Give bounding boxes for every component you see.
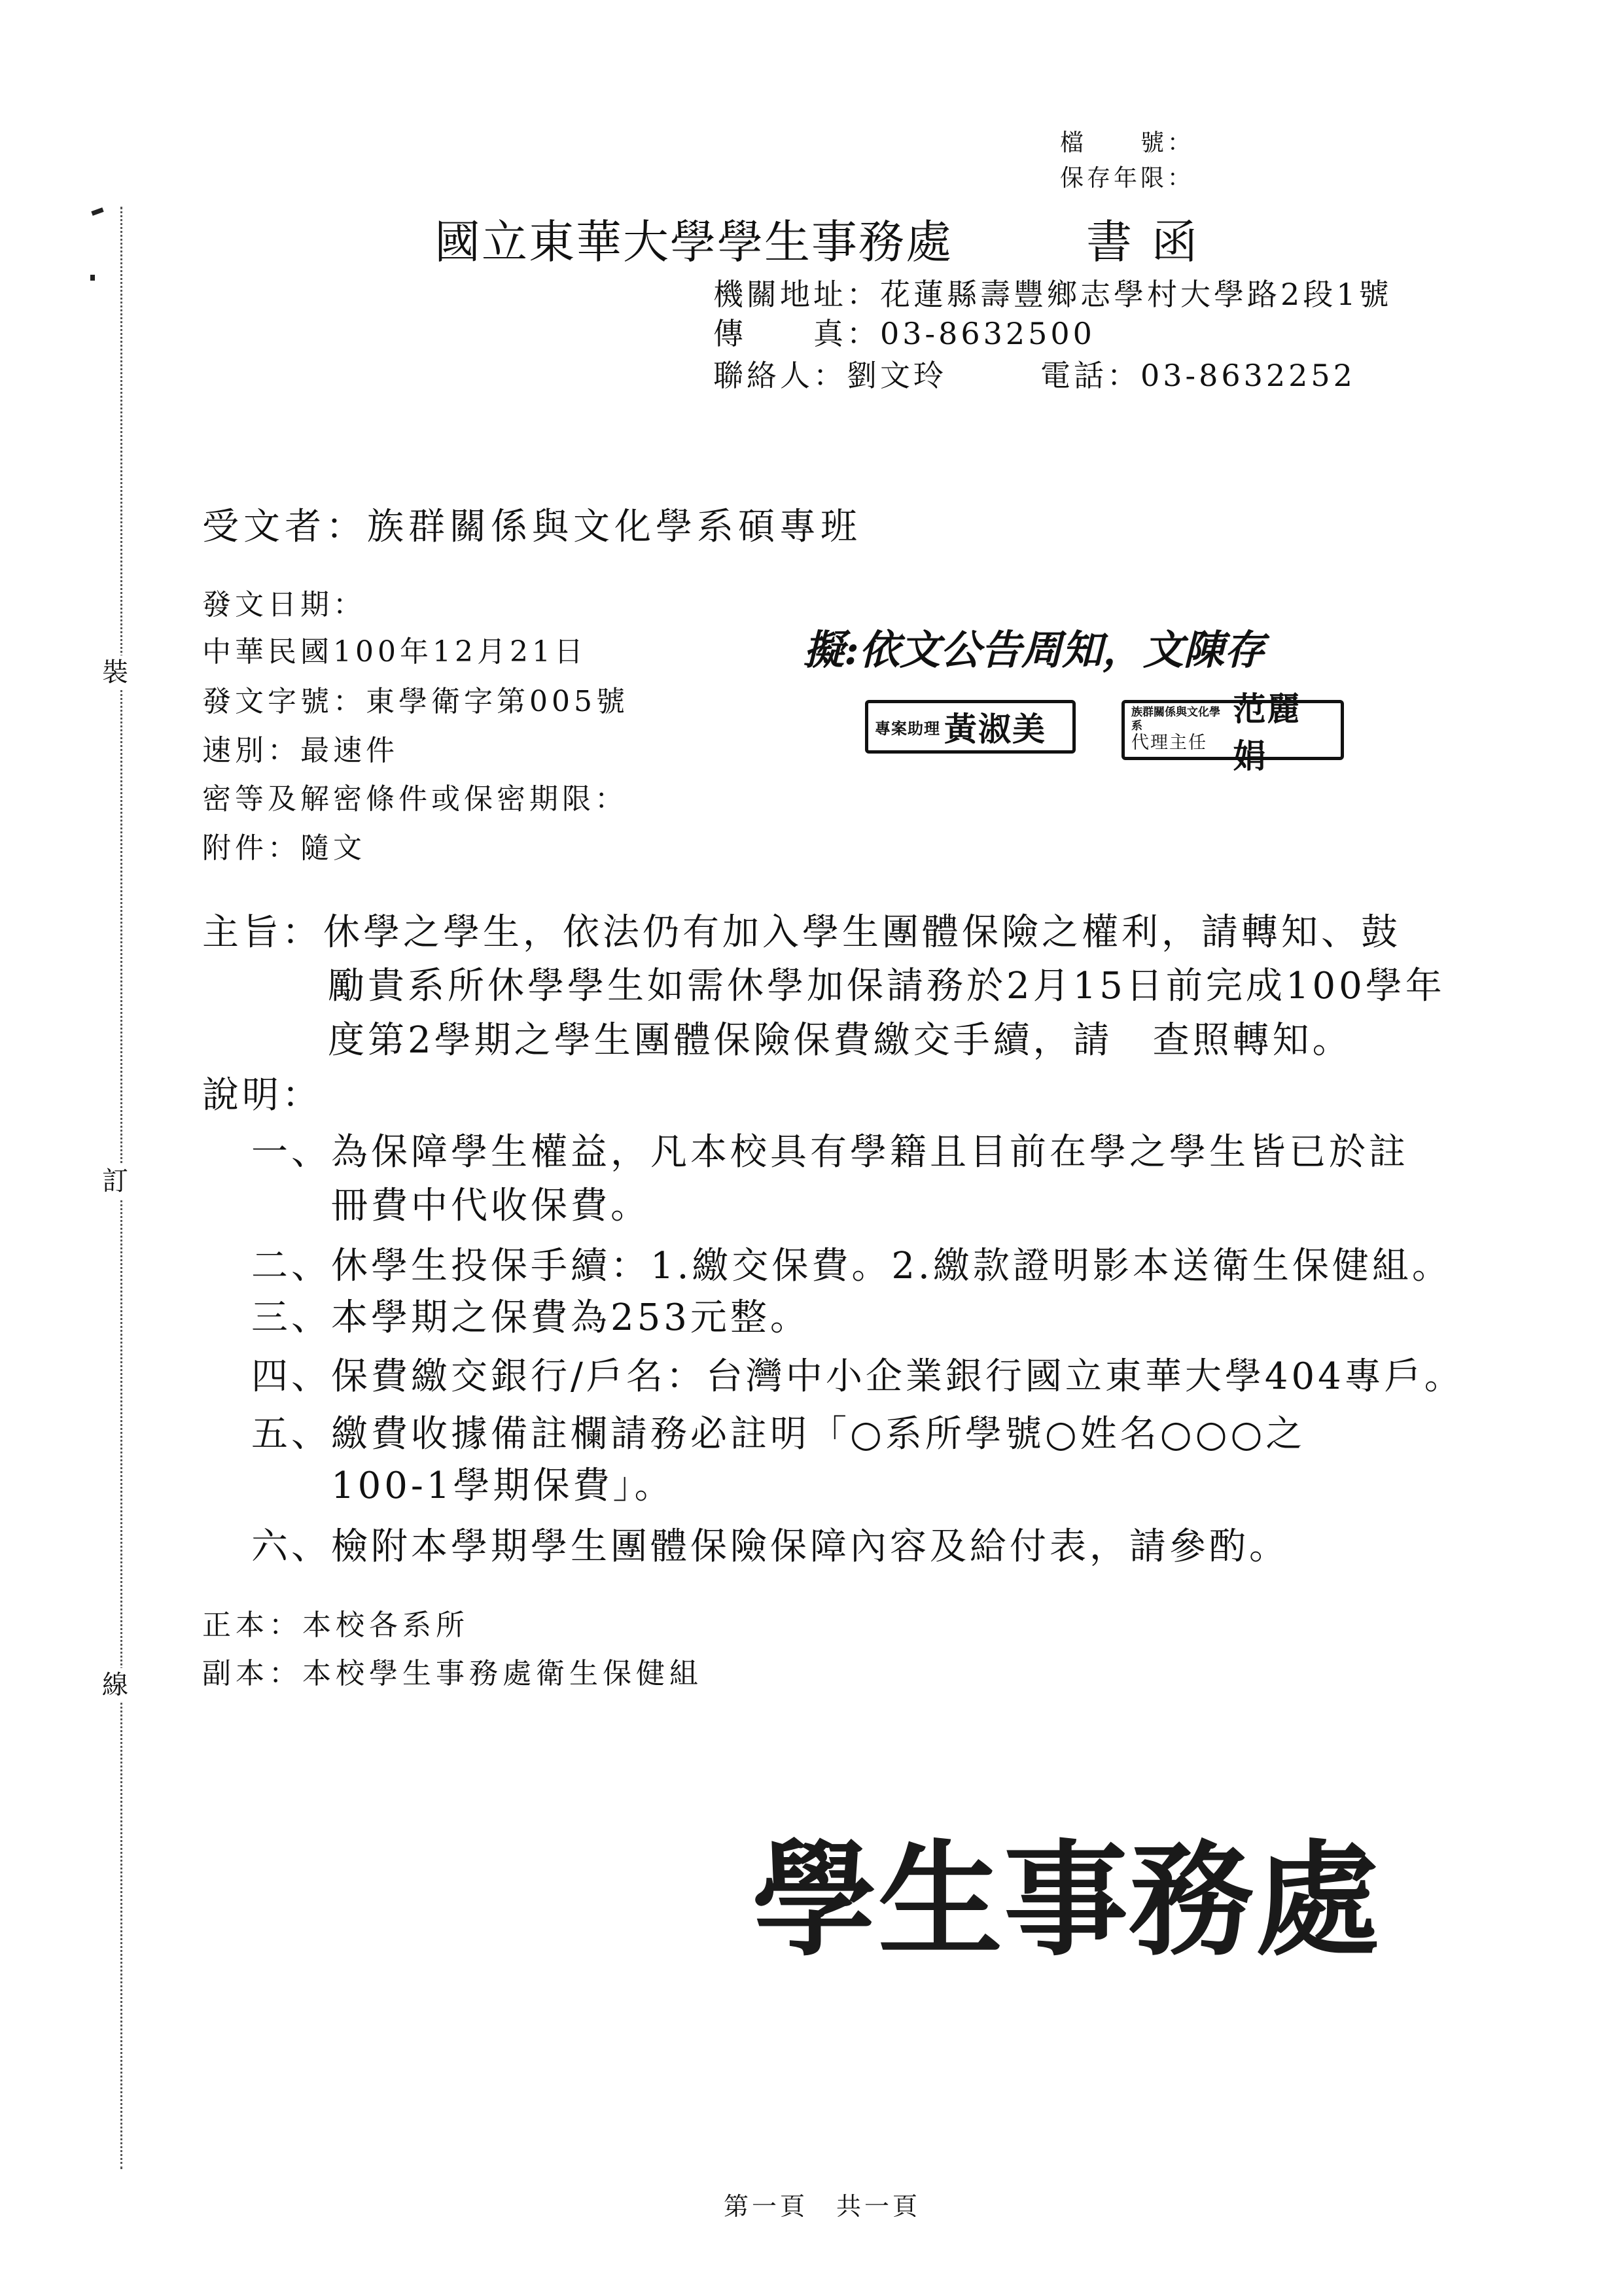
- subject-label: 主旨：: [202, 911, 322, 954]
- retention-label: 保存年限：: [1060, 165, 1195, 192]
- distribution-copy: 副本：本校學生事務處衛生保健組: [202, 1657, 703, 1690]
- distribution-original: 正本：本校各系所: [202, 1609, 469, 1642]
- explanation-item-line: 冊費中代收保費。: [331, 1185, 650, 1227]
- handwritten-instruction: 擬:依文公告周知，文陳存: [803, 626, 1265, 674]
- sender-address: 機關地址：花蓮縣壽豐鄉志學村大學路2段1號: [713, 277, 1392, 312]
- explanation-item-line: 休學生投保手續：1.繳交保費。2.繳款證明影本送衛生保健組。: [331, 1245, 1452, 1287]
- explanation-item-number: 二、: [251, 1245, 331, 1287]
- document-issuer-title: 國立東華大學學生事務處: [434, 215, 953, 269]
- stamp-assistant-name: 黃淑美: [944, 710, 1046, 748]
- stamp-director-dept: 族群關係與文化學系: [1131, 706, 1220, 733]
- document-type-title: 書函: [1086, 215, 1217, 269]
- sender-phone: 電話：03-8632252: [1040, 358, 1356, 393]
- stamp-director-name: 范麗娟: [1233, 689, 1301, 775]
- explanation-item-line: 保費繳交銀行/戶名：台灣中小企業銀行國立東華大學404專戶。: [331, 1355, 1464, 1398]
- explanation-label: 說明：: [202, 1074, 322, 1117]
- sender-fax: 傳 真：03-8632500: [713, 316, 1095, 351]
- dispatch-date: 中華民國100年12月21日: [202, 635, 587, 669]
- explanation-item-number: 五、: [251, 1413, 331, 1455]
- subject-line: 度第2學期之學生團體保險保費繳交手續，請 查照轉知。: [328, 1019, 1352, 1062]
- stamp-director-title: 代理主任: [1131, 733, 1207, 754]
- dispatch-secrecy: 密等及解密條件或保密期限：: [202, 782, 627, 816]
- office-seal-stamp: 學生事務處: [752, 1827, 1381, 1973]
- explanation-item-number: 三、: [251, 1296, 331, 1339]
- recipient: 受文者：族群關係與文化學系碩專班: [202, 506, 862, 548]
- binding-mark-ding: 訂: [102, 1164, 128, 1198]
- explanation-item-line: 為保障學生權益，凡本校具有學籍且目前在學之學生皆已於註: [331, 1131, 1409, 1174]
- explanation-item-number: 一、: [251, 1131, 331, 1174]
- dispatch-date-label: 發文日期：: [202, 588, 366, 621]
- assistant-name-stamp: [865, 700, 1076, 754]
- explanation-item-line: 檢附本學期學生團體保險保障內容及給付表，請參酌。: [331, 1525, 1289, 1568]
- binding-mark-zhuang: 裝: [102, 655, 128, 689]
- explanation-item-line: 100-1學期保費」。: [331, 1465, 675, 1507]
- stamp-director-labels: [1131, 706, 1231, 754]
- binding-mark-xian: 線: [102, 1668, 128, 1702]
- file-number-label: 檔 號：: [1060, 130, 1195, 156]
- explanation-item-line: 繳費收據備註欄請務必註明「○系所學號○姓名○○○之: [331, 1413, 1306, 1455]
- scan-mark: [91, 207, 103, 216]
- page-number: 第一頁 共一頁: [724, 2192, 921, 2221]
- explanation-item-number: 四、: [251, 1355, 331, 1398]
- scan-mark: [90, 275, 95, 281]
- explanation-item-number: 六、: [251, 1525, 331, 1568]
- dispatch-speed: 速別：最速件: [202, 734, 398, 767]
- sender-contact: 聯絡人：劉文玲: [713, 358, 947, 393]
- director-name-stamp: [1121, 689, 1344, 775]
- subject-line: 勵貴系所休學學生如需休學加保請務於2月15日前完成100學年: [328, 965, 1445, 1007]
- explanation-item-line: 本學期之保費為253元整。: [331, 1296, 810, 1339]
- stamp-assistant-title: 專案助理: [875, 718, 940, 738]
- subject-line: 休學之學生，依法仍有加入學生團體保險之權利，請轉知、鼓: [323, 911, 1401, 954]
- dispatch-ref-no: 發文字號：東學衛字第005號: [202, 685, 629, 718]
- dispatch-attachment: 附件：隨文: [202, 831, 366, 865]
